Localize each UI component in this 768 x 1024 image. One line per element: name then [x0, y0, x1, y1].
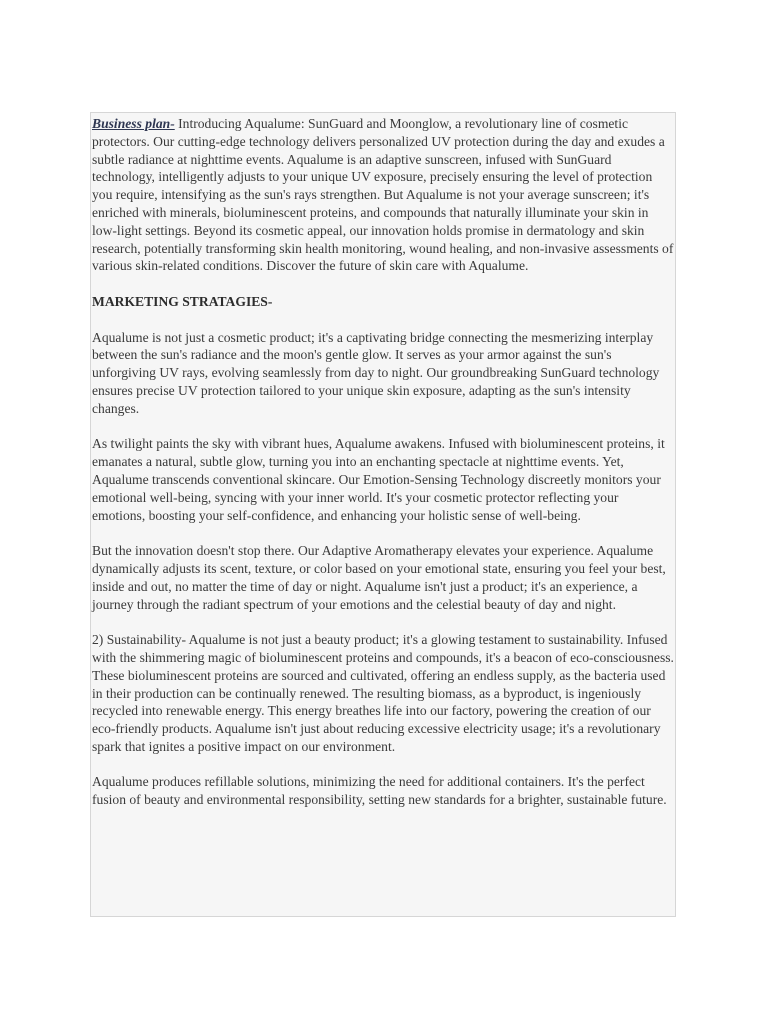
- paragraph-refillable: Aqualume produces refillable solutions, minimizing the need for additional containers. It's the perfect fusion of beauty and environmental responsibility, setting new standards for a brighter, sustainable future.: [92, 774, 667, 808]
- intro-paragraph: [92, 115, 674, 275]
- document-page: [90, 112, 676, 917]
- marketing-heading: MARKETING STRATAGIES-: [92, 293, 273, 309]
- paragraph-bridge: Aqualume is not just a cosmetic product; it's a captivating bridge connecting the mesmerizing interplay between the sun's radiance and the moon's gentle glow. It serves as your armor against the sun's unforgiving UV rays, evolving seamlessly from day to night. Our groundbreaking SunGuard technology ensures precise UV protection tailored to your unique skin exposure, adapting as the sun's intensity changes.: [92, 329, 660, 416]
- paragraph-aromatherapy: But the innovation doesn't stop there. Our Adaptive Aromatherapy elevates your experience. Aqualume dynamically adjusts its scent, texture, or color based on your emotional state, ensuring you feel your best, inside and out, no matter the time of day or night. Aqualume isn't just a product; it's an experience, a journey through the radiant spectrum of your emotions and the celestial beauty of day and night.: [92, 543, 666, 612]
- paragraph-twilight: As twilight paints the sky with vibrant hues, Aqualume awakens. Infused with bioluminescent proteins, it emanates a natural, subtle glow, turning you into an enchanting spectacle at nighttime events. Yet, Aqualume transcends conventional skincare. Our Emotion-Sensing Technology discreetly monitors your emotional well-being, syncing with your inner world. It's your cosmetic protector reflecting your emotions, boosting your self-confidence, and enhancing your holistic sense of well-being.: [92, 436, 665, 523]
- business-plan-label: Business plan-: [92, 116, 175, 131]
- paragraph-sustainability: 2) Sustainability- Aqualume is not just a beauty product; it's a glowing testament to sustainability. Infused with the shimmering magic of bioluminescent proteins and compounds, it's a beacon of eco-consciousness. These bioluminescent proteins are sourced and cultivated, offering an endless supply, as the bacteria used in their production can be continually renewed. The resulting biomass, as a byproduct, is ingeniously recycled into renewable energy. This energy breathes life into our factory, powering the creation of our eco-friendly products. Aqualume isn't just about reducing excessive electricity usage; it's a revolutionary spark that ignites a positive impact on our environment.: [92, 632, 674, 754]
- intro-text: Introducing Aqualume: SunGuard and Moonglow, a revolutionary line of cosmetic protectors. Our cutting-edge technology delivers personalized UV protection during the day and exudes a subtle radiance at nighttime events. Aqualume is an adaptive sunscreen, infused with SunGuard technology, intelligently adjusts to your unique UV exposure, precisely ensuring the level of protection you require, intensifying as the sun's rays strengthen. But Aqualume is not your average sunscreen; it's enriched with minerals, bioluminescent proteins, and compounds that naturally illuminate your skin in low-light settings. Beyond its cosmetic appeal, our innovation holds promise in dermatology and skin research, potentially transforming skin health monitoring, wound healing, and non-invasive assessments of various skin-related conditions. Discover the future of skin care with Aqualume.: [92, 116, 674, 274]
